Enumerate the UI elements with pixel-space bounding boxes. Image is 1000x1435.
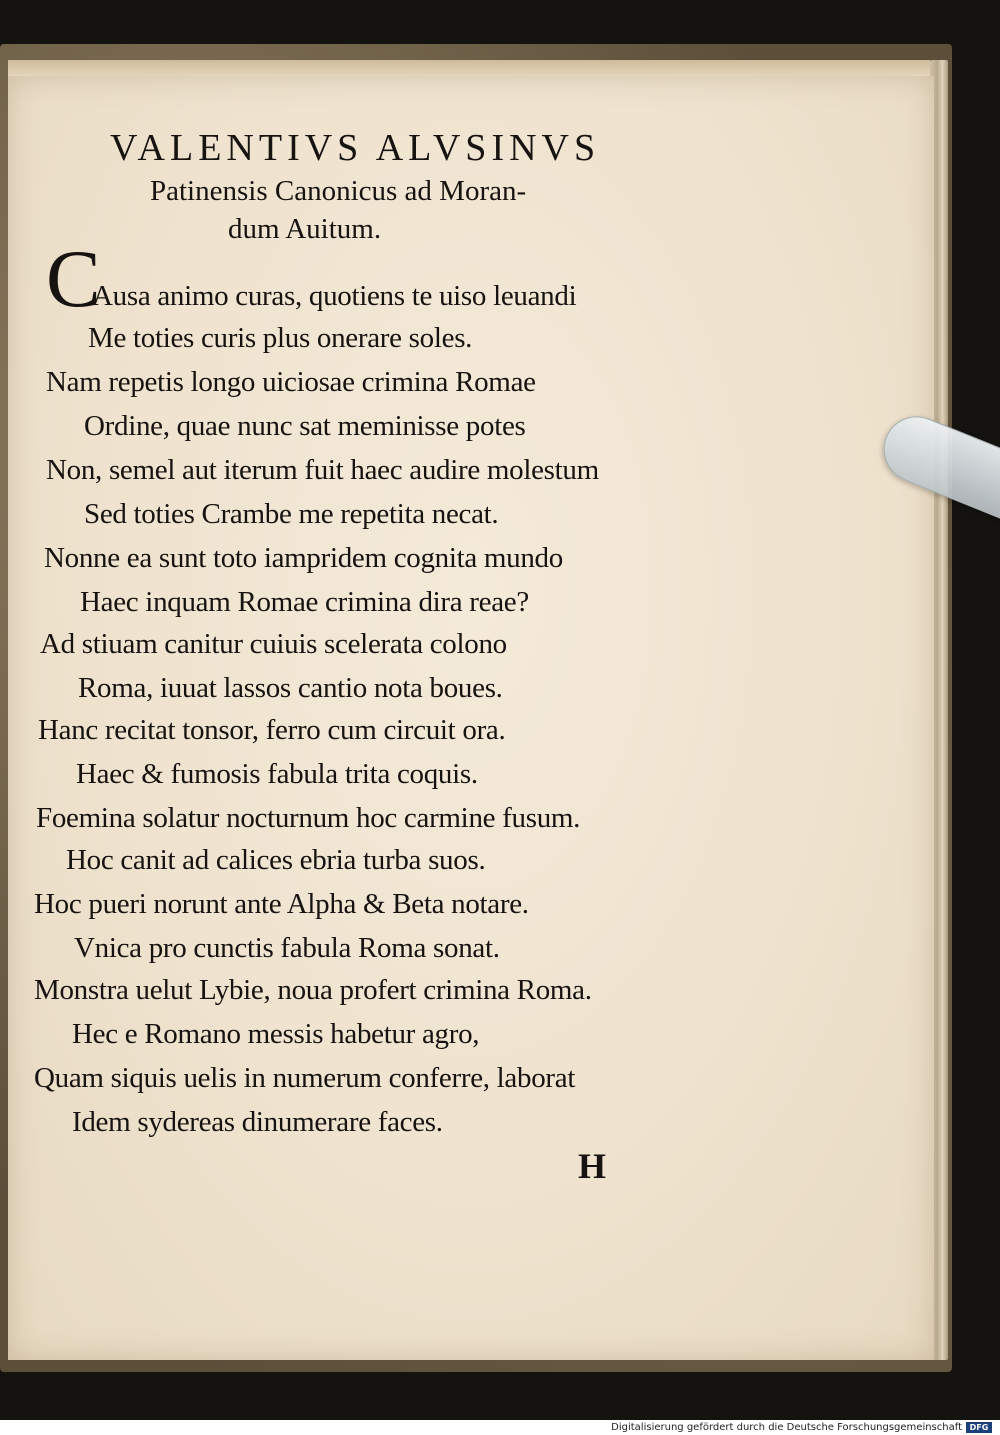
verse-line: Ordine, quae nunc sat meminisse potes [84, 410, 526, 442]
dfg-logo: DFG [966, 1422, 992, 1433]
verse-line: Ad stiuam canitur cuiuis scelerata colono [40, 628, 507, 660]
header-subtitle [150, 172, 526, 248]
verse-line: Me toties curis plus onerare soles. [88, 322, 473, 354]
verse-line: Ausa animo curas, quotiens te uiso leuandi [92, 280, 577, 312]
verse-line: Hoc canit ad calices ebria turba suos. [66, 844, 486, 876]
verse-line: Roma, iuuat lassos cantio nota boues. [78, 672, 503, 704]
header-subtitle-line2: dum Auitum. [228, 213, 382, 245]
funding-credit: Digitalisierung gefördert durch die Deutsche Forschungsgemeinschaft [611, 1422, 962, 1433]
verse-line: Nonne ea sunt toto iampridem cognita mundo [44, 542, 563, 574]
verse-line: Vnica pro cunctis fabula Roma sonat. [74, 932, 500, 964]
verse-line: Haec inquam Romae crimina dira reae? [80, 586, 529, 618]
verse-line: Hanc recitat tonsor, ferro cum circuit ora. [38, 714, 506, 746]
verse-line: Monstra uelut Lybie, noua profert crimina Roma. [34, 974, 592, 1006]
verse-line: Non, semel aut iterum fuit haec audire molestum [46, 454, 599, 486]
verse-line: Hoc pueri norunt ante Alpha & Beta notare. [34, 888, 529, 920]
verse-line: Foemina solatur nocturnum hoc carmine fusum. [36, 802, 581, 834]
catchword: H [578, 1146, 607, 1186]
poem-header [110, 127, 670, 245]
verse-line: Hec e Romano messis habetur agro, [72, 1018, 480, 1050]
verse-line: Nam repetis longo uiciosae crimina Romae [46, 366, 536, 398]
header-subtitle-line1: Patinensis Canonicus ad Moran- [150, 175, 527, 207]
verse-line: Haec & fumosis fabula trita coquis. [76, 758, 478, 790]
verse-line: Idem sydereas dinumerare faces. [72, 1106, 443, 1138]
footer-bar [0, 1420, 1000, 1435]
verse-line: Quam siquis uelis in numerum conferre, laborat [34, 1062, 576, 1094]
drop-cap: C [46, 233, 101, 324]
header-title: VALENTIVS ALVSINVS [110, 127, 601, 169]
verse-line: Sed toties Crambe me repetita necat. [84, 498, 499, 530]
